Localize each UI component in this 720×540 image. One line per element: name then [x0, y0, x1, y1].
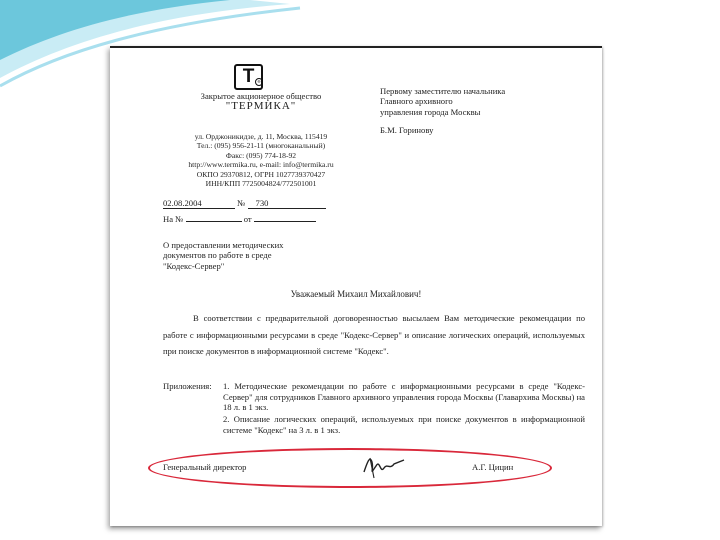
- addressee-name: Б.М. Горинову: [380, 125, 434, 136]
- subject-line: документов по работе в среде: [163, 250, 272, 261]
- attachment-item: 2. Описание логических операций, используемых при поиске документов в информационной системе "Кодекс" на 3 л. в 1 экз.: [223, 414, 585, 435]
- reference-label: На №: [163, 214, 184, 224]
- contact-web: http://www.termika.ru, e-mail: info@termika.ru: [188, 160, 334, 170]
- contact-okpo: ОКПО 29370812, ОГРН 1027739370427: [196, 169, 326, 179]
- signatory-name: А.Г. Цицин: [472, 462, 514, 472]
- reference-date-blank: [254, 221, 316, 222]
- attachment-item: 1. Методические рекомендации по работе с информационными ресурсами в среде "Кодекс-Сервер" для сотрудников Главного архивного управления города Москвы (Главархива Москвы) на 18 л. в 1 экз.: [223, 381, 585, 413]
- company-logo: T ®: [234, 64, 263, 90]
- org-name: "ТЕРМИКА": [225, 100, 297, 113]
- addressee-block: [380, 86, 505, 136]
- signature-highlight-oval: [148, 448, 552, 488]
- subject-line: "Кодекс-Сервер": [163, 260, 225, 271]
- reference-from-label: от: [243, 214, 252, 224]
- sender-organization: [166, 91, 356, 112]
- attachments-title: Приложения:: [163, 381, 212, 391]
- addressee-line: управления города Москвы: [380, 106, 481, 117]
- contact-fax: Факс: (095) 774-18-92: [225, 150, 297, 160]
- reference-registration: [163, 214, 316, 224]
- number-label: №: [237, 198, 246, 208]
- outgoing-date: 02.08.2004: [163, 199, 235, 209]
- addressee-line: Первому заместителю начальника: [380, 86, 506, 96]
- contact-phone: Тел.: (095) 956-21-11 (многоканальный): [196, 141, 326, 151]
- outgoing-number: 730: [248, 199, 326, 209]
- letter-subject: [163, 240, 283, 271]
- letter-body: В соответствии с предварительной договоренностью высылаем Вам методические рекомендации по работе с информационными ресурсами в среде "Кодекс-Сервер" и описание логических операций, используемых при поиске документов в информационной системе "Кодекс".: [163, 313, 585, 356]
- addressee-line: Главного архивного: [380, 96, 453, 107]
- signatory-position: Генеральный директор: [163, 462, 247, 472]
- org-type: Закрытое акционерное общество: [200, 91, 322, 101]
- contact-address: ул. Орджоникидзе, д. 11, Москва, 115419: [194, 132, 328, 141]
- salutation: Уважаемый Михаил Михайлович!: [290, 289, 422, 299]
- contact-inn: ИНН/КПП 7725004824/772501001: [205, 179, 317, 189]
- registered-mark-icon: ®: [255, 78, 263, 86]
- outgoing-registration: [163, 198, 326, 209]
- subject-line: О предоставлении методических: [163, 240, 284, 250]
- reference-number-blank: [186, 221, 242, 222]
- sender-contacts: [166, 132, 356, 188]
